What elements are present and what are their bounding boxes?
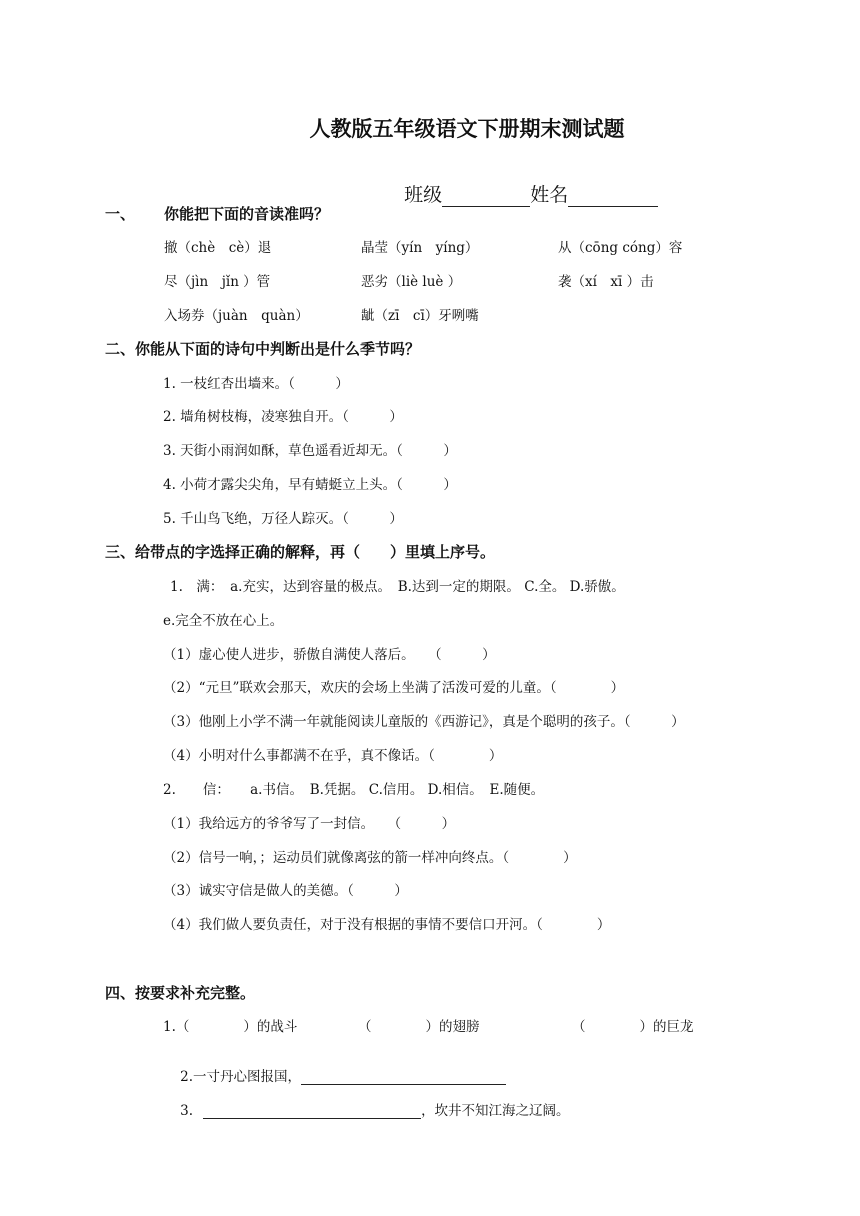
answer-blank[interactable] <box>203 1103 421 1119</box>
fill-item: （ ）的巨龙 <box>572 1019 694 1035</box>
definition-line: 1. 满： a.充实，达到容量的极点。 B.达到一定的期限。 C.全。 D.骄傲。 <box>170 579 625 595</box>
fill-item <box>163 1083 570 1135</box>
poem-item: 3. 天街小雨润如酥，草色遥看近却无。（ ） <box>163 443 457 459</box>
name-blank[interactable] <box>568 186 658 207</box>
name-label: 姓名 <box>530 184 569 206</box>
question-item: （2）“元旦”联欢会那天，欢庆的会场上坐满了活泼可爱的儿童。（ ） <box>163 680 625 696</box>
fill-text: 2.一寸丹心图报国， <box>180 1069 302 1085</box>
pinyin-item: 撤（chè cè）退 <box>164 240 272 256</box>
question-item: （4）我们做人要负责任，对于没有根据的事情不要信口开河。（ ） <box>163 917 611 933</box>
page-title: 人教版五年级语文下册期末测试题 <box>309 117 625 141</box>
fill-item: 1.（ ）的战斗 <box>163 1019 298 1035</box>
fill-text: ，坎井不知江海之辽阔。 <box>421 1103 570 1119</box>
pinyin-item: 袭（xí xī ）击 <box>558 274 654 290</box>
section-3-heading: 三、给带点的字选择正确的解释，再（ ）里填上序号。 <box>105 543 496 561</box>
poem-item: 5. 千山鸟飞绝，万径人踪灭。（ ） <box>163 511 403 527</box>
section-2-heading: 二、你能从下面的诗句中判断出是什么季节吗？ <box>105 340 421 358</box>
pinyin-item: 晶莹（yín yíng） <box>361 240 479 256</box>
definition-line: 2. 信： a.书信。 B.凭据。 C.信用。 D.相信。 E.随便。 <box>163 782 545 798</box>
class-label: 班级 <box>404 184 443 206</box>
class-blank[interactable] <box>442 186 530 207</box>
question-item: （2）信号一响，；运动员们就像离弦的箭一样冲向终点。（ ） <box>163 850 577 866</box>
question-item: （4）小明对什么事都满不在乎，真不像话。（ ） <box>163 748 503 764</box>
poem-item: 4. 小荷才露尖尖角，早有蜻蜓立上头。（ ） <box>163 477 457 493</box>
section-1-number: 一、 <box>105 205 136 223</box>
definition-line: e.完全不放在心上。 <box>163 613 284 629</box>
question-item: （3）他刚上小学不满一年就能阅读儿童版的《西游记》，真是个聪明的孩子。（ ） <box>163 714 685 730</box>
class-name-row <box>380 158 658 229</box>
pinyin-item: 恶劣（liè luè ） <box>361 274 462 290</box>
question-item: （1）我给远方的爷爷写了一封信。 （ ） <box>163 816 456 832</box>
pinyin-item: 龇（zī cī）牙咧嘴 <box>361 308 479 324</box>
poem-item: 1. 一枝红杏出墙来。（ ） <box>163 376 349 392</box>
fill-number: 3. <box>180 1103 194 1119</box>
question-item: （3）诚实守信是做人的美德。（ ） <box>163 883 408 899</box>
section-1-heading: 你能把下面的音读准吗？ <box>164 205 330 223</box>
pinyin-item: 入场券（juàn quàn） <box>164 308 309 324</box>
question-item: （1）虚心使人进步，骄傲自满使人落后。 （ ） <box>163 647 496 663</box>
section-4-heading: 四、按要求补充完整。 <box>105 984 256 1002</box>
poem-item: 2. 墙角树枝梅，凌寒独自开。（ ） <box>163 409 403 425</box>
pinyin-item: 尽（jìn jǐn ）管 <box>164 274 271 290</box>
pinyin-item: 从（cōng cóng）容 <box>558 240 683 256</box>
fill-item: （ ）的翅膀 <box>358 1019 480 1035</box>
